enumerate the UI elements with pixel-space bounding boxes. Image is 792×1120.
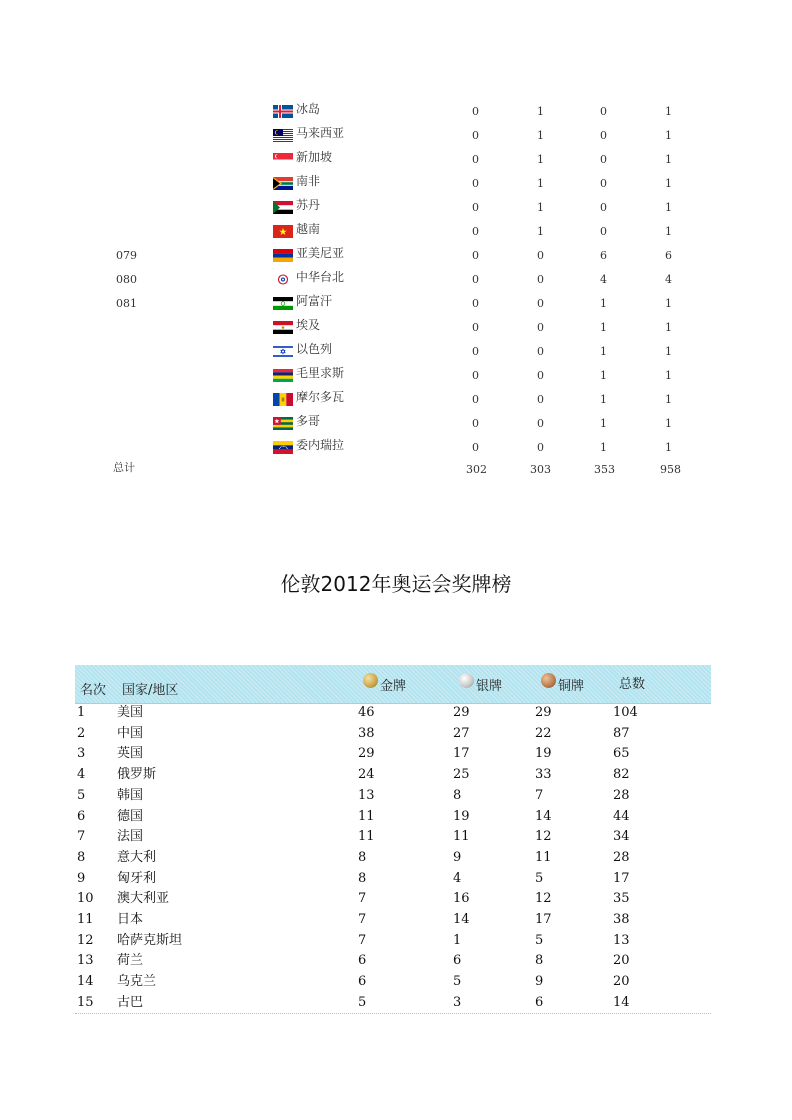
table2-silver: 17 <box>453 746 470 761</box>
table1-total: 4 <box>665 273 672 286</box>
table1-country: 阿富汗 <box>296 294 333 308</box>
table1-total: 1 <box>665 321 672 334</box>
table2-country: 中国 <box>117 726 144 741</box>
header-rank: 名次 <box>80 683 107 698</box>
table2-bronze: 6 <box>535 995 544 1010</box>
table2-silver: 14 <box>453 912 470 927</box>
table1-total: 1 <box>665 105 672 118</box>
table2-rank: 13 <box>77 953 94 968</box>
table1-total-label: 总计 <box>113 461 135 474</box>
table2-total: 14 <box>613 995 630 1010</box>
table2-bronze: 7 <box>535 788 544 803</box>
table1-silver: 1 <box>537 153 544 166</box>
table2-silver: 8 <box>453 788 462 803</box>
table1-silver: 1 <box>537 105 544 118</box>
table2-total: 87 <box>613 726 630 741</box>
table2-bottom-rule <box>75 1013 711 1014</box>
table1-gold: 0 <box>472 417 479 430</box>
table2-silver: 27 <box>453 726 470 741</box>
table2-country: 乌克兰 <box>117 974 157 989</box>
table2-silver: 5 <box>453 974 462 989</box>
table1-silver: 1 <box>537 201 544 214</box>
silver-medal-icon <box>459 673 474 688</box>
sudan-flag <box>273 199 293 212</box>
table1-rank: 080 <box>116 273 137 286</box>
table2-gold: 29 <box>358 746 375 761</box>
table1-country: 埃及 <box>296 318 321 332</box>
table1-total: 1 <box>665 177 672 190</box>
header-silver: 银牌 <box>476 679 503 694</box>
table2-silver: 11 <box>453 829 470 844</box>
table2-gold: 13 <box>358 788 375 803</box>
chinese-taipei-flag <box>273 271 293 284</box>
table1-bronze: 0 <box>600 177 607 190</box>
singapore-flag <box>273 151 293 164</box>
table1-gold: 0 <box>472 225 479 238</box>
table2-total: 28 <box>613 850 630 865</box>
table1-silver: 0 <box>537 321 544 334</box>
table2-total: 13 <box>613 933 630 948</box>
table1-country: 亚美尼亚 <box>296 246 345 260</box>
table2-gold: 8 <box>358 871 367 886</box>
table1-silver: 0 <box>537 393 544 406</box>
table2-country: 匈牙利 <box>117 871 157 886</box>
table2-bronze: 12 <box>535 829 552 844</box>
table2-country: 德国 <box>117 809 144 824</box>
table1-total: 1 <box>665 417 672 430</box>
table2-gold: 6 <box>358 974 367 989</box>
table1-bronze: 6 <box>600 249 607 262</box>
table1-bronze: 1 <box>600 441 607 454</box>
table1-total: 1 <box>665 441 672 454</box>
page-title: 伦敦2012年奥运会奖牌榜 <box>280 572 512 596</box>
table1-country: 新加坡 <box>296 150 333 164</box>
table1-silver: 0 <box>537 273 544 286</box>
table2-bronze: 8 <box>535 953 544 968</box>
table2-country: 哈萨克斯坦 <box>117 933 183 948</box>
table1-bronze: 0 <box>600 201 607 214</box>
table1-total: 1 <box>665 225 672 238</box>
table1-rank: 081 <box>116 297 137 310</box>
table2-total: 17 <box>613 871 630 886</box>
table1-rank: 079 <box>116 249 137 262</box>
table2-bronze: 14 <box>535 809 552 824</box>
table2-bronze: 17 <box>535 912 552 927</box>
egypt-flag <box>273 319 293 332</box>
table2-total: 82 <box>613 767 630 782</box>
table2-gold: 24 <box>358 767 375 782</box>
table1-total-silver: 303 <box>530 463 551 476</box>
table1-country: 以色列 <box>296 342 333 356</box>
table1-country: 中华台北 <box>296 270 345 284</box>
table1-gold: 0 <box>472 369 479 382</box>
table2-gold: 8 <box>358 850 367 865</box>
bronze-medal-icon <box>541 673 556 688</box>
table1-total: 1 <box>665 393 672 406</box>
table1-country: 毛里求斯 <box>296 366 345 380</box>
table2-bronze: 5 <box>535 933 544 948</box>
table1-country: 委内瑞拉 <box>296 438 345 452</box>
table2-gold: 5 <box>358 995 367 1010</box>
table2-bronze: 19 <box>535 746 552 761</box>
israel-flag <box>273 343 293 356</box>
table2-rank: 1 <box>77 705 86 720</box>
table2-rank: 14 <box>77 974 94 989</box>
togo-flag <box>273 415 293 428</box>
table1-bronze: 0 <box>600 105 607 118</box>
table2-rank: 7 <box>77 829 86 844</box>
gold-medal-icon <box>363 673 378 688</box>
table2-country: 韩国 <box>117 788 144 803</box>
header-total: 总数 <box>619 677 646 692</box>
table2-rank: 6 <box>77 809 86 824</box>
table2-gold: 11 <box>358 809 375 824</box>
table2-total: 28 <box>613 788 630 803</box>
header-country: 国家/地区 <box>122 683 179 698</box>
table1-country: 摩尔多瓦 <box>296 390 345 404</box>
table2-total: 65 <box>613 746 630 761</box>
table2-country: 美国 <box>117 705 144 720</box>
table1-gold: 0 <box>472 441 479 454</box>
table2-country: 意大利 <box>117 850 157 865</box>
table1-total: 1 <box>665 369 672 382</box>
malaysia-flag <box>273 127 293 140</box>
table2-rank: 5 <box>77 788 86 803</box>
table2-gold: 11 <box>358 829 375 844</box>
table2-rank: 10 <box>77 891 94 906</box>
table2-total: 20 <box>613 953 630 968</box>
table2-gold: 46 <box>358 705 375 720</box>
table1-gold: 0 <box>472 153 479 166</box>
table1-total: 1 <box>665 153 672 166</box>
table1-gold: 0 <box>472 345 479 358</box>
table2-country: 荷兰 <box>117 953 144 968</box>
table2-gold: 6 <box>358 953 367 968</box>
table2-silver: 25 <box>453 767 470 782</box>
table2-bronze: 29 <box>535 705 552 720</box>
table1-gold: 0 <box>472 393 479 406</box>
afghanistan-flag <box>273 295 293 308</box>
table1-silver: 0 <box>537 345 544 358</box>
table2-gold: 7 <box>358 912 367 927</box>
table1-bronze: 1 <box>600 369 607 382</box>
table1-bronze: 1 <box>600 393 607 406</box>
table1-total: 1 <box>665 297 672 310</box>
mauritius-flag <box>273 367 293 380</box>
table1-total-gold: 302 <box>466 463 487 476</box>
table1-gold: 0 <box>472 177 479 190</box>
table2-country: 法国 <box>117 829 144 844</box>
table2-silver: 4 <box>453 871 462 886</box>
south-africa-flag <box>273 175 293 188</box>
table2-gold: 7 <box>358 891 367 906</box>
table2-silver: 1 <box>453 933 462 948</box>
table1-gold: 0 <box>472 105 479 118</box>
table1-total: 1 <box>665 345 672 358</box>
table1-country: 越南 <box>296 222 321 236</box>
table2-silver: 19 <box>453 809 470 824</box>
table1-silver: 1 <box>537 129 544 142</box>
table1-bronze: 1 <box>600 321 607 334</box>
table2-rank: 3 <box>77 746 86 761</box>
header-gold: 金牌 <box>380 679 407 694</box>
table2-bronze: 5 <box>535 871 544 886</box>
table2-rank: 9 <box>77 871 86 886</box>
table2-country: 英国 <box>117 746 144 761</box>
table1-silver: 1 <box>537 225 544 238</box>
table2-total: 35 <box>613 891 630 906</box>
table1-country: 苏丹 <box>296 198 321 212</box>
table2-bronze: 22 <box>535 726 552 741</box>
vietnam-flag <box>273 223 293 236</box>
armenia-flag <box>273 247 293 260</box>
table1-bronze: 0 <box>600 129 607 142</box>
table2-silver: 9 <box>453 850 462 865</box>
table1-total-bronze: 353 <box>594 463 615 476</box>
table2-country: 日本 <box>117 912 144 927</box>
table2-bronze: 11 <box>535 850 552 865</box>
venezuela-flag <box>273 439 293 452</box>
header-bronze: 铜牌 <box>558 679 585 694</box>
table2-total: 34 <box>613 829 630 844</box>
table1-silver: 1 <box>537 177 544 190</box>
table2-rank: 4 <box>77 767 86 782</box>
table2-gold: 38 <box>358 726 375 741</box>
moldova-flag <box>273 391 293 404</box>
table1-total: 1 <box>665 201 672 214</box>
table2-total: 44 <box>613 809 630 824</box>
table1-country: 南非 <box>296 174 321 188</box>
table2-total: 104 <box>613 705 638 720</box>
table1-silver: 0 <box>537 441 544 454</box>
table1-bronze: 0 <box>600 225 607 238</box>
table2-rank: 15 <box>77 995 94 1010</box>
table2-gold: 7 <box>358 933 367 948</box>
table1-gold: 0 <box>472 321 479 334</box>
table1-gold: 0 <box>472 249 479 262</box>
table1-silver: 0 <box>537 297 544 310</box>
table1-country: 马来西亚 <box>296 126 345 140</box>
table1-gold: 0 <box>472 297 479 310</box>
table2-bronze: 9 <box>535 974 544 989</box>
table2-total: 20 <box>613 974 630 989</box>
table1-bronze: 0 <box>600 153 607 166</box>
table1-bronze: 4 <box>600 273 607 286</box>
table1-silver: 0 <box>537 249 544 262</box>
table2-country: 俄罗斯 <box>117 767 157 782</box>
table1-gold: 0 <box>472 273 479 286</box>
table1-country: 多哥 <box>296 414 321 428</box>
iceland-flag <box>273 103 293 116</box>
table1-bronze: 1 <box>600 417 607 430</box>
table1-gold: 0 <box>472 201 479 214</box>
table2-silver: 3 <box>453 995 462 1010</box>
table2-total: 38 <box>613 912 630 927</box>
table1-silver: 0 <box>537 417 544 430</box>
table2-rank: 8 <box>77 850 86 865</box>
table2-rank: 12 <box>77 933 94 948</box>
table1-bronze: 1 <box>600 345 607 358</box>
table2-silver: 6 <box>453 953 462 968</box>
table1-country: 冰岛 <box>296 102 321 116</box>
table1-silver: 0 <box>537 369 544 382</box>
table2-country: 古巴 <box>117 995 144 1010</box>
table1-total-total: 958 <box>660 463 681 476</box>
table1-total: 6 <box>665 249 672 262</box>
table2-rank: 2 <box>77 726 86 741</box>
table1-bronze: 1 <box>600 297 607 310</box>
table2-bronze: 12 <box>535 891 552 906</box>
table1-gold: 0 <box>472 129 479 142</box>
table2-rank: 11 <box>77 912 94 927</box>
table2-bronze: 33 <box>535 767 552 782</box>
table2-silver: 16 <box>453 891 470 906</box>
table1-total: 1 <box>665 129 672 142</box>
table2-country: 澳大利亚 <box>117 891 170 906</box>
table2-silver: 29 <box>453 705 470 720</box>
